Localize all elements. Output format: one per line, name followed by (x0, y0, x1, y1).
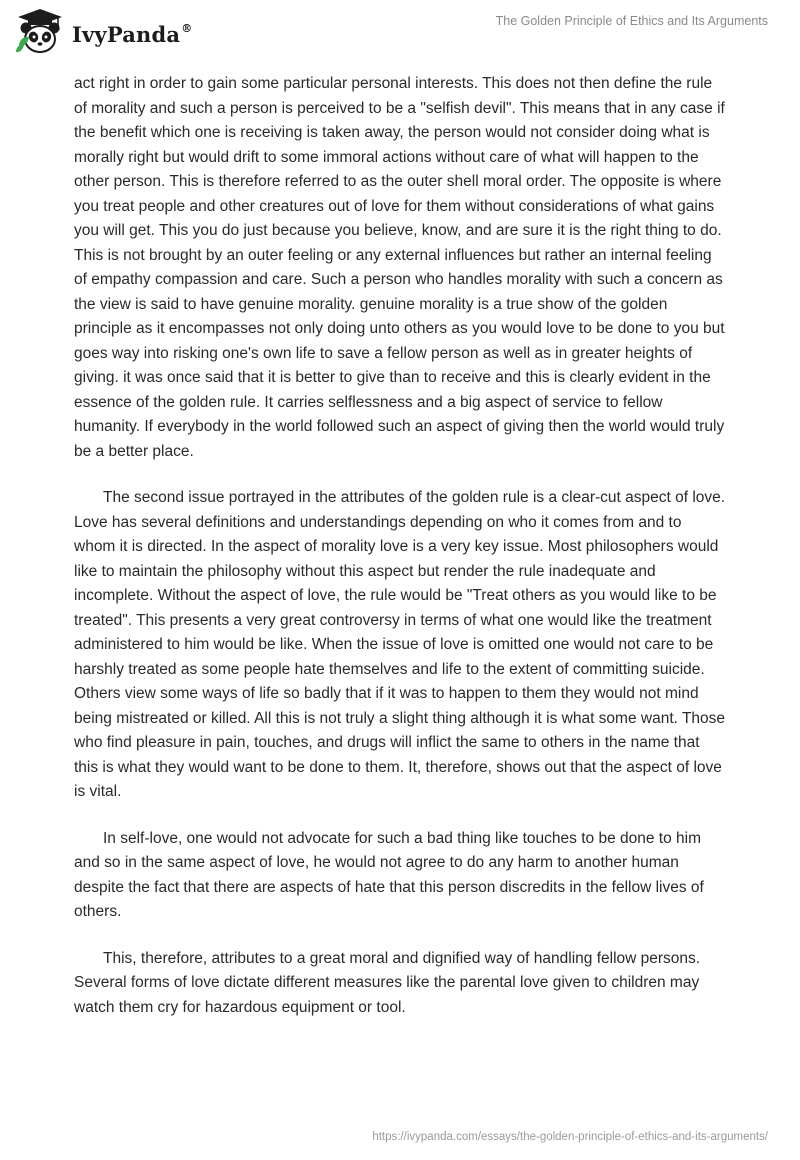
page-header (0, 0, 800, 62)
logo-text (72, 22, 192, 47)
paragraph-3: In self-love, one would not advocate for such a bad thing like touches to be done to him and so in the same aspect of love, he would not agree to do any harm to another human despite the fact that there are aspects of hate that this person discredits in the fellow lives of others. (74, 829, 704, 920)
document-title: The Golden Principle of Ethics and Its Arguments (495, 14, 768, 28)
logo-wordmark: IvyPanda (72, 21, 181, 47)
panda-graduate-icon (14, 6, 66, 58)
source-url[interactable]: https://ivypanda.com/essays/the-golden-principle-of-ethics-and-its-arguments/ (372, 1131, 768, 1143)
paragraph-2: The second issue portrayed in the attributes of the golden rule is a clear-cut aspect of love. Love has several definitions and understandings depending on who it comes from and to whom it is directed. In the aspect of morality love is a very key issue. Most philosophers would like to maintain the philosophy without this aspect but render the rule inadequate and incomplete. Without the aspect of love, the rule would be "Treat others as you would like to be treated". This presents a very great controversy in terms of what one would like the treatment administered to him would be like. When the issue of love is omitted one would not care to be harshly treated as some people hate themselves and life to the extent of committing suicide. Others view some ways of life so badly that if it was to happen to them they would not mind being mistreated or killed. All this is not truly a slight thing although it is what some want. Those who find pleasure in pain, touches, and drugs will inflict the same to others in the name that this is what they would want to be done to them. It, therefore, shows out that the aspect of love is vital. (74, 489, 726, 800)
paragraph-4: This, therefore, attributes to a great moral and dignified way of handling fellow persons. Several forms of love dictate different measures like the parental love given to children may watch them cry for hazardous equipment or tool. (74, 949, 701, 1016)
registered-mark: ® (181, 21, 193, 35)
essay-body (74, 72, 726, 1042)
paragraph-1: act right in order to gain some particular personal interests. This does not then define the rule of morality and such a person is perceived to be a "selfish devil". This means that in any case if the benefit which one is receiving is taken away, the person would not consider doing what is morally right but would drift to some immoral actions without care of what will happen to the other person. This is therefore referred to as the outer shell moral order. The opposite is where you treat people and other creatures out of love for them without considerations of what gains you will get. This you do just because you believe, know, and are sure it is the right thing to do. This is not brought by an outer feeling or any external influences but rather an internal feeling of empathy compassion and care. Such a person who handles morality with such a concern as the view is said to have genuine morality. genuine morality is a true show of the golden principle as it encompasses not only doing unto others as you would love to be done to you but goes way into risking one's own life to save a fellow person as well as in greater heights of giving. it was once said that it is better to give than to receive and this is clearly evident in the essence of the golden rule. It carries selflessness and a big aspect of service to fellow humanity. If everybody in the world followed such an aspect of giving then the world would truly be a better place. (74, 75, 725, 460)
ivypanda-logo[interactable] (14, 6, 192, 58)
